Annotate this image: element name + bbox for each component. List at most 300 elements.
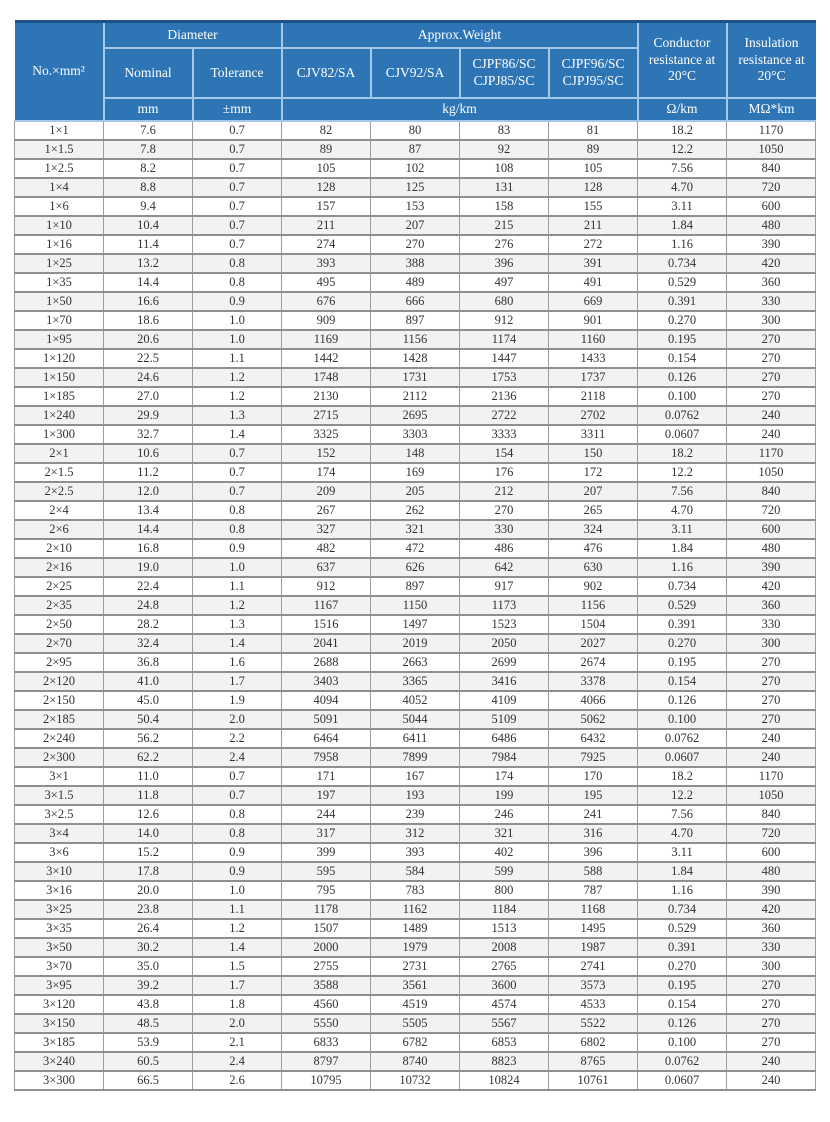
table-cell: 24.6 xyxy=(104,368,193,387)
table-cell: 128 xyxy=(282,178,371,197)
table-cell: 330 xyxy=(727,615,816,634)
table-header xyxy=(15,22,816,122)
table-cell: 1433 xyxy=(549,349,638,368)
table-cell: 0.195 xyxy=(638,653,727,672)
table-cell: 1979 xyxy=(371,938,460,957)
table-row xyxy=(15,1071,816,1090)
table-cell: 0.391 xyxy=(638,292,727,311)
table-cell: 152 xyxy=(282,444,371,463)
table-cell: 902 xyxy=(549,577,638,596)
header-approx-weight-group: Approx.Weight xyxy=(282,22,638,49)
table-cell: 0.100 xyxy=(638,387,727,406)
table-cell: 0.126 xyxy=(638,368,727,387)
table-cell: 2041 xyxy=(282,634,371,653)
table-cell: 270 xyxy=(727,349,816,368)
table-cell: 1156 xyxy=(371,330,460,349)
table-cell: 16.6 xyxy=(104,292,193,311)
table-cell: 1.9 xyxy=(193,691,282,710)
table-cell: 897 xyxy=(371,311,460,330)
table-row xyxy=(15,254,816,273)
table-cell: 312 xyxy=(371,824,460,843)
table-cell: 14.4 xyxy=(104,520,193,539)
unit-mohm-km: MΩ*km xyxy=(727,98,816,121)
table-cell: 795 xyxy=(282,881,371,900)
table-cell: 0.7 xyxy=(193,767,282,786)
table-row xyxy=(15,444,816,463)
table-cell: 0.195 xyxy=(638,330,727,349)
table-cell: 1737 xyxy=(549,368,638,387)
table-cell: 2×16 xyxy=(15,558,104,577)
table-cell: 211 xyxy=(549,216,638,235)
table-cell: 32.7 xyxy=(104,425,193,444)
table-cell: 154 xyxy=(460,444,549,463)
table-cell: 211 xyxy=(282,216,371,235)
table-cell: 330 xyxy=(727,292,816,311)
table-cell: 1428 xyxy=(371,349,460,368)
table-cell: 321 xyxy=(371,520,460,539)
table-cell: 39.2 xyxy=(104,976,193,995)
table-cell: 0.734 xyxy=(638,900,727,919)
table-cell: 8.2 xyxy=(104,159,193,178)
table-cell: 2×25 xyxy=(15,577,104,596)
table-cell: 1150 xyxy=(371,596,460,615)
table-cell: 0.9 xyxy=(193,843,282,862)
table-cell: 1×185 xyxy=(15,387,104,406)
table-cell: 7899 xyxy=(371,748,460,767)
table-cell: 1174 xyxy=(460,330,549,349)
table-cell: 89 xyxy=(282,140,371,159)
table-cell: 630 xyxy=(549,558,638,577)
table-cell: 1×6 xyxy=(15,197,104,216)
table-cell: 270 xyxy=(727,653,816,672)
table-cell: 317 xyxy=(282,824,371,843)
table-cell: 3403 xyxy=(282,672,371,691)
table-cell: 324 xyxy=(549,520,638,539)
header-weight-cjv82: CJV82/SA xyxy=(282,48,371,98)
table-cell: 1.0 xyxy=(193,311,282,330)
table-cell: 1447 xyxy=(460,349,549,368)
table-cell: 10795 xyxy=(282,1071,371,1090)
table-cell: 4560 xyxy=(282,995,371,1014)
table-cell: 199 xyxy=(460,786,549,805)
header-row-units xyxy=(15,98,816,121)
table-cell: 6464 xyxy=(282,729,371,748)
table-cell: 1×150 xyxy=(15,368,104,387)
table-cell: 24.8 xyxy=(104,596,193,615)
table-cell: 1×50 xyxy=(15,292,104,311)
table-cell: 2765 xyxy=(460,957,549,976)
table-cell: 18.2 xyxy=(638,121,727,140)
table-row xyxy=(15,159,816,178)
table-cell: 167 xyxy=(371,767,460,786)
table-cell: 6782 xyxy=(371,1033,460,1052)
table-cell: 19.0 xyxy=(104,558,193,577)
table-cell: 2.2 xyxy=(193,729,282,748)
table-cell: 4094 xyxy=(282,691,371,710)
table-cell: 193 xyxy=(371,786,460,805)
table-cell: 241 xyxy=(549,805,638,824)
table-cell: 1.16 xyxy=(638,881,727,900)
table-cell: 3325 xyxy=(282,425,371,444)
table-row xyxy=(15,919,816,938)
table-cell: 267 xyxy=(282,501,371,520)
table-cell: 0.0607 xyxy=(638,425,727,444)
table-cell: 2×150 xyxy=(15,691,104,710)
table-cell: 12.2 xyxy=(638,786,727,805)
table-cell: 0.8 xyxy=(193,501,282,520)
table-cell: 3×95 xyxy=(15,976,104,995)
table-cell: 17.8 xyxy=(104,862,193,881)
table-cell: 600 xyxy=(727,197,816,216)
table-cell: 270 xyxy=(371,235,460,254)
table-row xyxy=(15,634,816,653)
table-cell: 4.70 xyxy=(638,824,727,843)
table-cell: 420 xyxy=(727,254,816,273)
table-cell: 0.7 xyxy=(193,216,282,235)
table-cell: 0.7 xyxy=(193,197,282,216)
table-cell: 0.7 xyxy=(193,444,282,463)
table-row xyxy=(15,976,816,995)
table-cell: 4052 xyxy=(371,691,460,710)
table-cell: 0.734 xyxy=(638,577,727,596)
table-row xyxy=(15,615,816,634)
table-cell: 1.4 xyxy=(193,425,282,444)
table-cell: 1167 xyxy=(282,596,371,615)
table-cell: 2×1 xyxy=(15,444,104,463)
table-cell: 209 xyxy=(282,482,371,501)
table-cell: 0.8 xyxy=(193,824,282,843)
header-weight-cjpf86: CJPF86/SC CJPJ85/SC xyxy=(460,48,549,98)
table-cell: 14.4 xyxy=(104,273,193,292)
table-row xyxy=(15,824,816,843)
table-cell: 321 xyxy=(460,824,549,843)
table-cell: 1×300 xyxy=(15,425,104,444)
table-cell: 0.8 xyxy=(193,254,282,273)
table-row xyxy=(15,995,816,1014)
table-cell: 1513 xyxy=(460,919,549,938)
table-cell: 22.4 xyxy=(104,577,193,596)
table-cell: 2×120 xyxy=(15,672,104,691)
table-cell: 2674 xyxy=(549,653,638,672)
table-cell: 157 xyxy=(282,197,371,216)
table-cell: 1731 xyxy=(371,368,460,387)
table-cell: 169 xyxy=(371,463,460,482)
table-row xyxy=(15,197,816,216)
table-row xyxy=(15,311,816,330)
table-cell: 1.4 xyxy=(193,938,282,957)
table-row xyxy=(15,729,816,748)
table-cell: 2×50 xyxy=(15,615,104,634)
table-cell: 23.8 xyxy=(104,900,193,919)
table-cell: 1162 xyxy=(371,900,460,919)
table-cell: 7.6 xyxy=(104,121,193,140)
table-cell: 2008 xyxy=(460,938,549,957)
table-cell: 1.1 xyxy=(193,349,282,368)
table-cell: 0.7 xyxy=(193,786,282,805)
table-cell: 0.8 xyxy=(193,273,282,292)
table-cell: 2027 xyxy=(549,634,638,653)
table-cell: 1516 xyxy=(282,615,371,634)
table-cell: 29.9 xyxy=(104,406,193,425)
table-cell: 0.154 xyxy=(638,349,727,368)
table-cell: 2.1 xyxy=(193,1033,282,1052)
table-cell: 800 xyxy=(460,881,549,900)
table-cell: 6486 xyxy=(460,729,549,748)
table-cell: 270 xyxy=(727,387,816,406)
table-cell: 840 xyxy=(727,482,816,501)
table-cell: 0.0607 xyxy=(638,1071,727,1090)
unit-tolerance-mm: ±mm xyxy=(193,98,282,121)
table-cell: 0.391 xyxy=(638,615,727,634)
table-cell: 917 xyxy=(460,577,549,596)
table-cell: 472 xyxy=(371,539,460,558)
table-cell: 0.154 xyxy=(638,995,727,1014)
table-cell: 7.56 xyxy=(638,159,727,178)
table-cell: 13.4 xyxy=(104,501,193,520)
unit-mm: mm xyxy=(104,98,193,121)
table-cell: 1×16 xyxy=(15,235,104,254)
table-cell: 0.154 xyxy=(638,672,727,691)
table-cell: 5091 xyxy=(282,710,371,729)
table-cell: 480 xyxy=(727,216,816,235)
table-cell: 2×300 xyxy=(15,748,104,767)
table-cell: 642 xyxy=(460,558,549,577)
table-cell: 197 xyxy=(282,786,371,805)
table-cell: 0.8 xyxy=(193,805,282,824)
table-cell: 2×10 xyxy=(15,539,104,558)
table-cell: 3×50 xyxy=(15,938,104,957)
table-cell: 18.2 xyxy=(638,767,727,786)
table-cell: 3600 xyxy=(460,976,549,995)
table-cell: 1.8 xyxy=(193,995,282,1014)
table-cell: 2130 xyxy=(282,387,371,406)
table-cell: 3×6 xyxy=(15,843,104,862)
table-cell: 270 xyxy=(727,976,816,995)
table-cell: 11.8 xyxy=(104,786,193,805)
table-cell: 1170 xyxy=(727,767,816,786)
table-cell: 30.2 xyxy=(104,938,193,957)
table-cell: 1489 xyxy=(371,919,460,938)
table-cell: 2755 xyxy=(282,957,371,976)
table-cell: 3365 xyxy=(371,672,460,691)
table-cell: 8765 xyxy=(549,1052,638,1071)
table-cell: 388 xyxy=(371,254,460,273)
table-cell: 0.7 xyxy=(193,121,282,140)
table-cell: 0.9 xyxy=(193,539,282,558)
table-cell: 3×300 xyxy=(15,1071,104,1090)
table-cell: 2.4 xyxy=(193,1052,282,1071)
table-cell: 2×2.5 xyxy=(15,482,104,501)
table-cell: 0.100 xyxy=(638,710,727,729)
table-cell: 1.84 xyxy=(638,216,727,235)
table-cell: 92 xyxy=(460,140,549,159)
table-cell: 5044 xyxy=(371,710,460,729)
table-cell: 6432 xyxy=(549,729,638,748)
table-cell: 2112 xyxy=(371,387,460,406)
table-cell: 82 xyxy=(282,121,371,140)
table-cell: 50.4 xyxy=(104,710,193,729)
table-cell: 300 xyxy=(727,634,816,653)
table-cell: 1×25 xyxy=(15,254,104,273)
table-row xyxy=(15,691,816,710)
table-row xyxy=(15,862,816,881)
table-cell: 669 xyxy=(549,292,638,311)
table-cell: 1.0 xyxy=(193,330,282,349)
table-cell: 584 xyxy=(371,862,460,881)
table-cell: 1050 xyxy=(727,786,816,805)
table-cell: 3311 xyxy=(549,425,638,444)
table-cell: 680 xyxy=(460,292,549,311)
table-cell: 11.0 xyxy=(104,767,193,786)
table-cell: 8797 xyxy=(282,1052,371,1071)
table-cell: 3×185 xyxy=(15,1033,104,1052)
table-cell: 1×1.5 xyxy=(15,140,104,159)
table-cell: 390 xyxy=(727,235,816,254)
table-cell: 11.4 xyxy=(104,235,193,254)
table-cell: 495 xyxy=(282,273,371,292)
table-cell: 6853 xyxy=(460,1033,549,1052)
table-cell: 2×240 xyxy=(15,729,104,748)
table-cell: 150 xyxy=(549,444,638,463)
table-cell: 637 xyxy=(282,558,371,577)
table-cell: 0.8 xyxy=(193,520,282,539)
table-cell: 1.2 xyxy=(193,387,282,406)
table-cell: 2715 xyxy=(282,406,371,425)
table-cell: 897 xyxy=(371,577,460,596)
table-cell: 270 xyxy=(460,501,549,520)
table-cell: 1×35 xyxy=(15,273,104,292)
table-cell: 2×95 xyxy=(15,653,104,672)
table-row xyxy=(15,140,816,159)
table-cell: 3303 xyxy=(371,425,460,444)
table-cell: 262 xyxy=(371,501,460,520)
table-row xyxy=(15,121,816,140)
table-cell: 0.7 xyxy=(193,482,282,501)
table-cell: 0.126 xyxy=(638,691,727,710)
table-row xyxy=(15,368,816,387)
table-row xyxy=(15,1014,816,1033)
table-cell: 148 xyxy=(371,444,460,463)
table-cell: 12.0 xyxy=(104,482,193,501)
header-nominal: Nominal xyxy=(104,48,193,98)
table-cell: 327 xyxy=(282,520,371,539)
table-cell: 0.100 xyxy=(638,1033,727,1052)
table-cell: 390 xyxy=(727,881,816,900)
table-cell: 420 xyxy=(727,577,816,596)
table-cell: 1.4 xyxy=(193,634,282,653)
table-cell: 912 xyxy=(282,577,371,596)
table-cell: 5062 xyxy=(549,710,638,729)
table-cell: 2×35 xyxy=(15,596,104,615)
table-cell: 0.0762 xyxy=(638,406,727,425)
table-row xyxy=(15,653,816,672)
table-cell: 1748 xyxy=(282,368,371,387)
table-cell: 3×25 xyxy=(15,900,104,919)
table-cell: 2699 xyxy=(460,653,549,672)
table-cell: 89 xyxy=(549,140,638,159)
table-row xyxy=(15,482,816,501)
table-cell: 3×2.5 xyxy=(15,805,104,824)
table-cell: 2000 xyxy=(282,938,371,957)
table-cell: 35.0 xyxy=(104,957,193,976)
table-cell: 1497 xyxy=(371,615,460,634)
table-cell: 171 xyxy=(282,767,371,786)
table-cell: 2×4 xyxy=(15,501,104,520)
table-cell: 330 xyxy=(460,520,549,539)
table-cell: 66.5 xyxy=(104,1071,193,1090)
table-cell: 1523 xyxy=(460,615,549,634)
table-cell: 1×70 xyxy=(15,311,104,330)
table-cell: 1169 xyxy=(282,330,371,349)
table-cell: 1.2 xyxy=(193,368,282,387)
table-cell: 2.0 xyxy=(193,1014,282,1033)
table-cell: 13.2 xyxy=(104,254,193,273)
table-row xyxy=(15,748,816,767)
table-cell: 4519 xyxy=(371,995,460,1014)
table-cell: 1.7 xyxy=(193,976,282,995)
table-cell: 43.8 xyxy=(104,995,193,1014)
table-cell: 3×10 xyxy=(15,862,104,881)
table-cell: 108 xyxy=(460,159,549,178)
table-cell: 1156 xyxy=(549,596,638,615)
table-cell: 3×35 xyxy=(15,919,104,938)
header-insulation-resistance: Insulation resistance at 20°C xyxy=(727,22,816,99)
table-cell: 2702 xyxy=(549,406,638,425)
table-cell: 246 xyxy=(460,805,549,824)
table-cell: 3×1.5 xyxy=(15,786,104,805)
table-cell: 1.0 xyxy=(193,881,282,900)
table-cell: 1.84 xyxy=(638,862,727,881)
table-cell: 476 xyxy=(549,539,638,558)
table-cell: 28.2 xyxy=(104,615,193,634)
table-cell: 393 xyxy=(371,843,460,862)
table-cell: 2722 xyxy=(460,406,549,425)
table-cell: 0.734 xyxy=(638,254,727,273)
table-cell: 3.11 xyxy=(638,520,727,539)
table-cell: 840 xyxy=(727,805,816,824)
table-cell: 491 xyxy=(549,273,638,292)
table-cell: 6833 xyxy=(282,1033,371,1052)
cable-spec-table xyxy=(14,20,816,1091)
table-cell: 1.7 xyxy=(193,672,282,691)
table-cell: 7.56 xyxy=(638,805,727,824)
table-cell: 62.2 xyxy=(104,748,193,767)
table-cell: 4.70 xyxy=(638,501,727,520)
table-cell: 18.6 xyxy=(104,311,193,330)
table-cell: 300 xyxy=(727,311,816,330)
table-row xyxy=(15,539,816,558)
table-cell: 12.6 xyxy=(104,805,193,824)
table-cell: 105 xyxy=(549,159,638,178)
table-cell: 2050 xyxy=(460,634,549,653)
table-cell: 0.0607 xyxy=(638,748,727,767)
table-cell: 270 xyxy=(727,330,816,349)
table-cell: 787 xyxy=(549,881,638,900)
table-row xyxy=(15,577,816,596)
table-row xyxy=(15,501,816,520)
table-cell: 27.0 xyxy=(104,387,193,406)
table-cell: 393 xyxy=(282,254,371,273)
table-cell: 240 xyxy=(727,406,816,425)
table-cell: 489 xyxy=(371,273,460,292)
table-cell: 1.16 xyxy=(638,558,727,577)
table-cell: 3588 xyxy=(282,976,371,995)
table-row xyxy=(15,900,816,919)
table-cell: 1050 xyxy=(727,140,816,159)
table-cell: 3×16 xyxy=(15,881,104,900)
table-cell: 20.0 xyxy=(104,881,193,900)
table-cell: 207 xyxy=(549,482,638,501)
